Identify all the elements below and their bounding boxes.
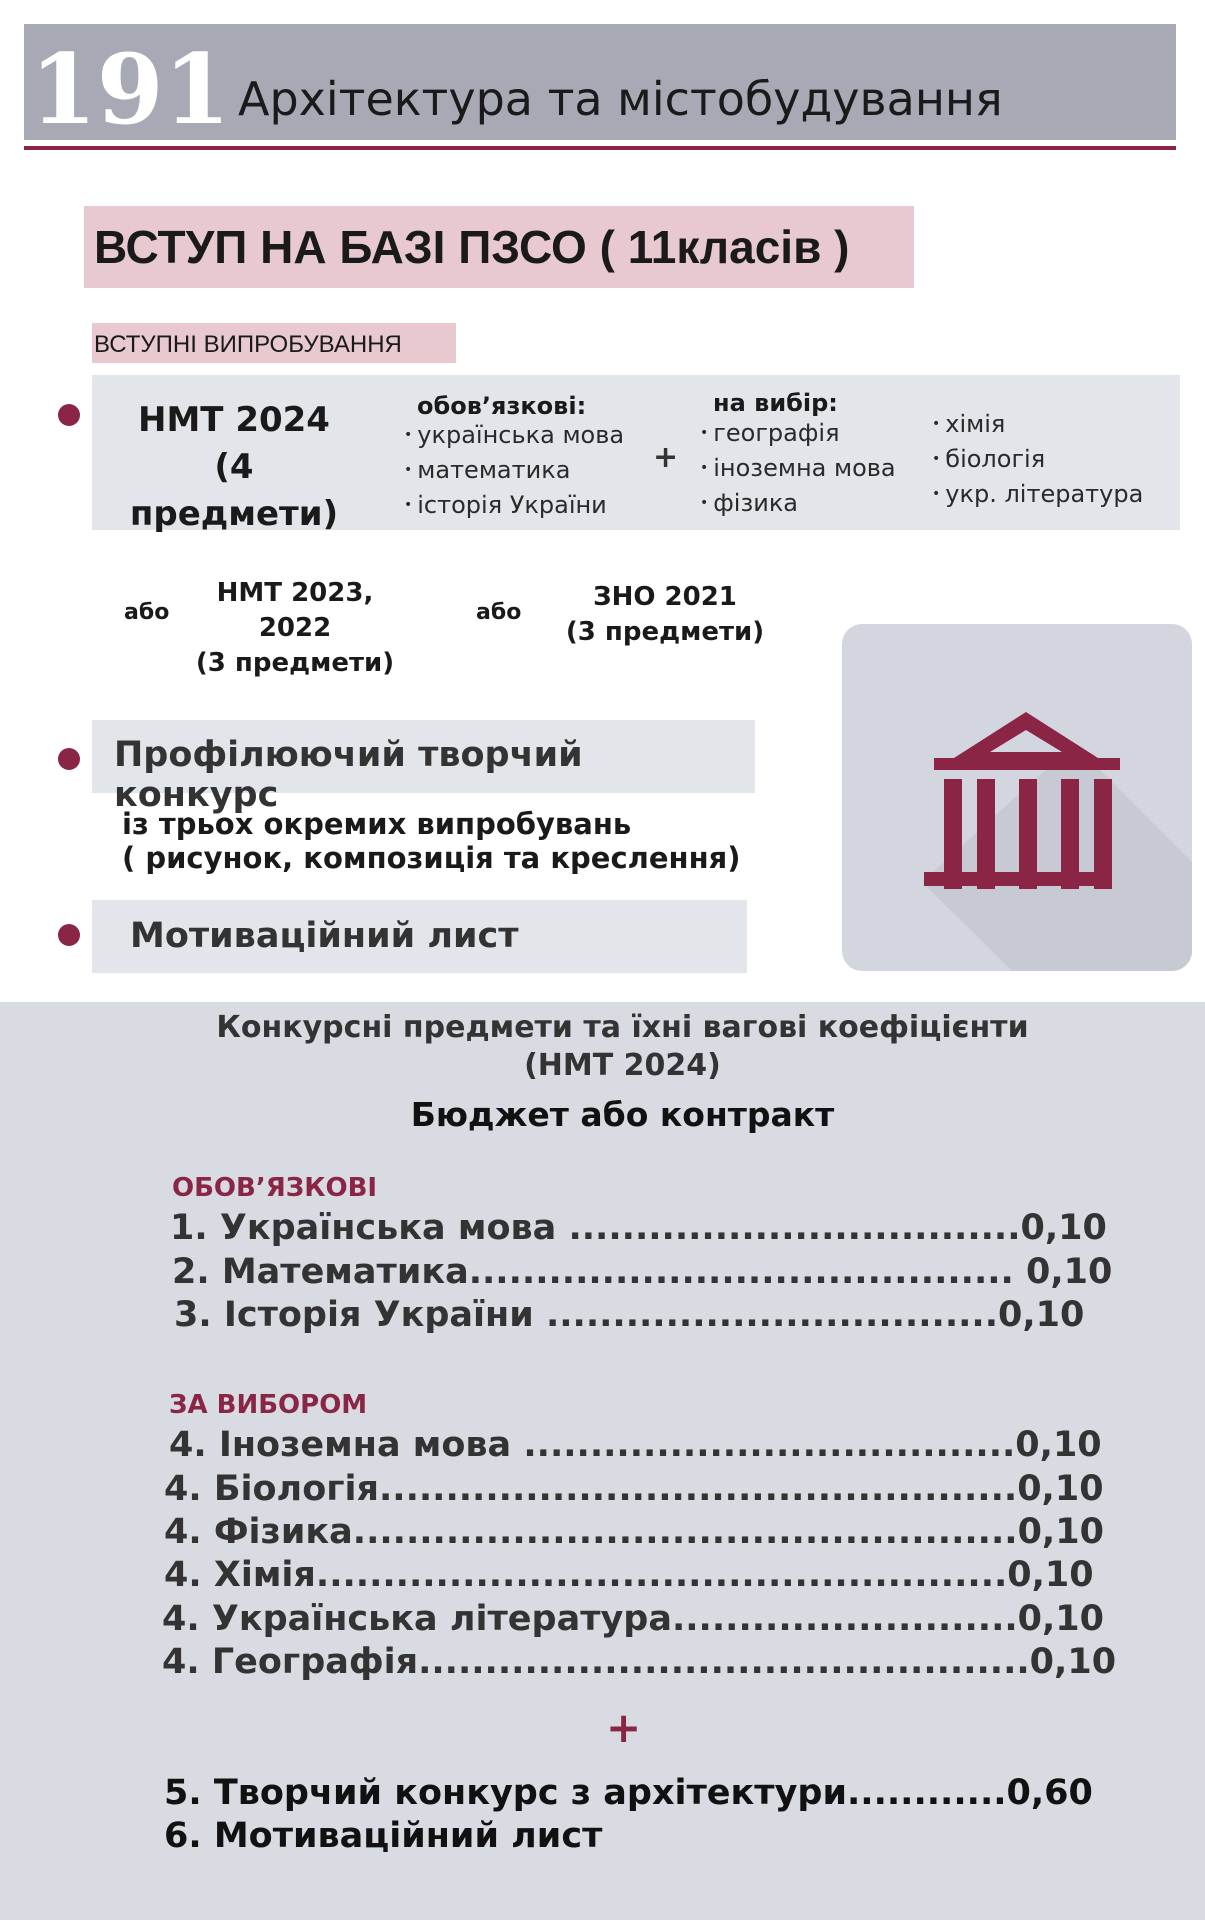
coefficients-heading-line2: (НМТ 2024) — [524, 1048, 721, 1083]
museum-icon-svg — [842, 624, 1192, 971]
contest-desc-line2: ( рисунок, композиція та креслення) — [122, 841, 741, 875]
elective-item: • укр. література — [932, 479, 1143, 514]
elective-list-1 — [700, 418, 896, 523]
admission-basis-banner: ВСТУП НА БАЗІ ПЗСО ( 11класів ) — [84, 206, 914, 288]
mandatory-item: • математика — [404, 455, 624, 490]
bullet-letter — [58, 924, 80, 946]
coefficient-row-creative: 5. Творчий конкурс з архітектури............0,60 — [164, 1773, 1093, 1813]
alt2-line2: (3 предмети) — [565, 617, 765, 647]
alt1-line1: НМТ 2023, 2022 — [216, 578, 374, 643]
nmt-box — [92, 375, 1180, 534]
nmt-title-line2: (4 предмети) — [129, 447, 339, 534]
mandatory-heading: обов’язкові: — [417, 392, 587, 420]
mandatory-item: • українська мова — [404, 420, 624, 455]
budget-or-contract: Бюджет або контракт — [410, 1095, 835, 1134]
elective-item: • іноземна мова — [700, 453, 896, 488]
motivation-letter-title: Мотиваційний лист — [92, 900, 747, 973]
alt2-line1: ЗНО 2021 — [593, 582, 737, 612]
mandatory-item: • історія України — [404, 490, 624, 525]
coefficients-heading-line1: Конкурсні предмети та їхні вагові коефіцієнти — [216, 1010, 1029, 1045]
contest-desc-line1: із трьох окремих випробувань — [122, 807, 632, 841]
coefficient-row: 4. Географія..............................................0,10 — [162, 1642, 1117, 1682]
or-label-1: або — [124, 600, 170, 625]
elective-item: • фізика — [700, 488, 896, 523]
nmt-title-line1: НМТ 2024 — [138, 400, 330, 440]
alt-zno-2021 — [555, 580, 775, 650]
elective-item: • географія — [700, 418, 896, 453]
or-label-2: або — [476, 600, 522, 625]
elective-item: • біологія — [932, 444, 1143, 479]
header-bar — [24, 24, 1176, 146]
coefficient-row-letter: 6. Мотиваційний лист — [164, 1816, 603, 1856]
specialty-code: 191 — [30, 33, 231, 146]
coefficient-row: 4. Іноземна мова .....................................0,10 — [169, 1425, 1102, 1465]
coefficient-row: 4. Фізика..................................................0,10 — [164, 1512, 1104, 1552]
elective-heading: на вибір: — [713, 389, 838, 417]
coefficient-row: 3. Історія України ..................................0,10 — [174, 1295, 1085, 1335]
coefficient-row: 4. Українська література..........................0,10 — [162, 1599, 1105, 1639]
plus-sign: + — [653, 440, 679, 475]
mandatory-category-label: ОБОВ’ЯЗКОВІ — [172, 1173, 378, 1203]
elective-item: • хімія — [932, 409, 1143, 444]
bullet-contest — [58, 748, 80, 770]
header-divider — [24, 146, 1176, 150]
mandatory-list — [404, 420, 624, 525]
elective-category-label: ЗА ВИБОРОМ — [169, 1390, 368, 1420]
coefficient-row: 4. Біологія................................................0,10 — [164, 1469, 1104, 1509]
creative-contest-desc — [122, 807, 741, 875]
plus-sign-bottom: + — [606, 1703, 642, 1752]
page-title: Архітектура та містобудування — [238, 72, 1003, 126]
museum-building-icon — [842, 624, 1192, 971]
elective-list-2 — [932, 409, 1143, 514]
coefficient-row: 4. Хімія....................................................0,10 — [164, 1555, 1094, 1595]
exams-label: ВСТУПНІ ВИПРОБУВАННЯ — [92, 323, 456, 363]
alt1-line2: (3 предмети) — [195, 648, 395, 678]
creative-contest-title: Профілюючий творчий конкурс — [92, 720, 755, 793]
alt-nmt-2023-2022 — [180, 576, 410, 681]
coefficient-row: 2. Математика......................................... 0,10 — [172, 1252, 1113, 1292]
nmt-title — [114, 397, 354, 538]
coefficient-row: 1. Українська мова ..................................0,10 — [170, 1208, 1107, 1248]
bullet-nmt — [58, 404, 80, 426]
